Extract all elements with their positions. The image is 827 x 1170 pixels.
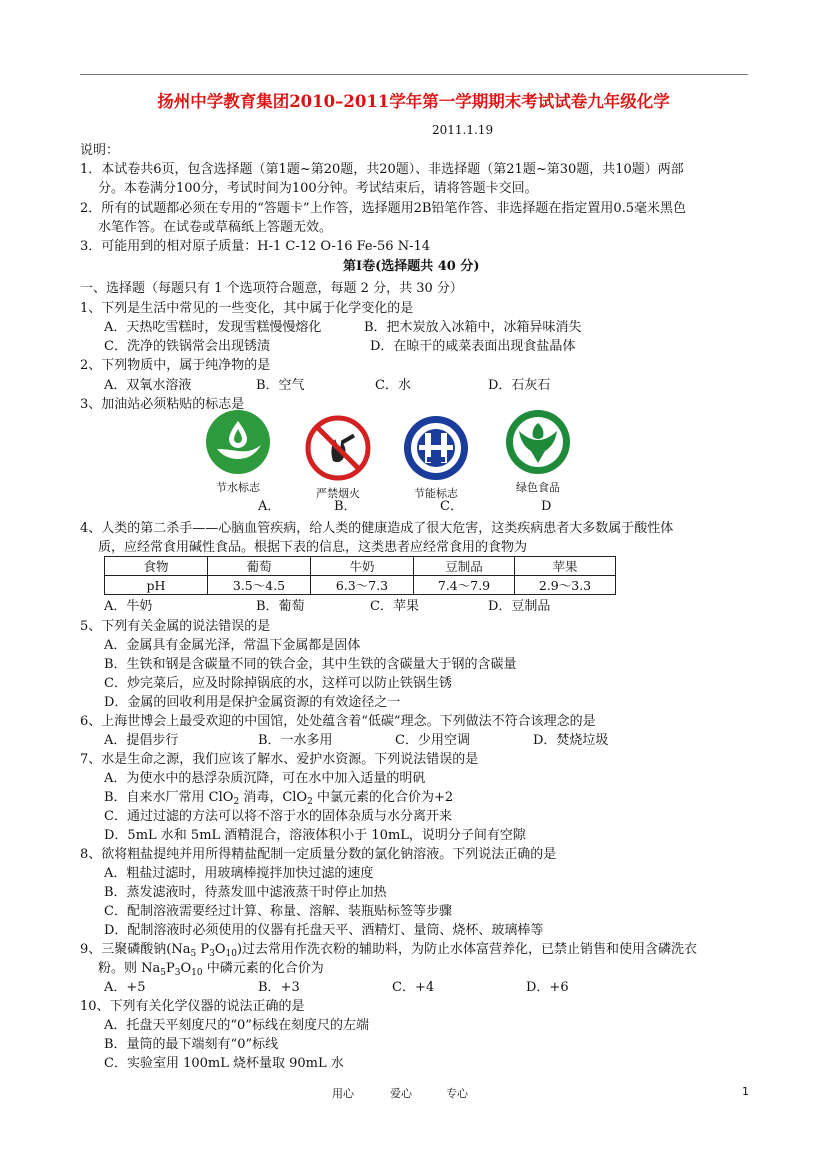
footer-word: 用心 — [332, 1087, 354, 1100]
q9-option-b: B．+3 — [258, 980, 300, 995]
q9-text: 中磷元素的化合价为 — [202, 961, 324, 976]
ph-table — [104, 556, 616, 595]
table-header-cell: 苹果 — [515, 557, 616, 576]
q7-option-a: A．为使水中的悬浮杂质沉降，可在水中加入适量的明矾 — [104, 771, 426, 786]
question-7-stem: 7、水是生命之源，我们应该了解水、爱护水资源。下列说法错误的是 — [80, 752, 479, 767]
question-2-stem: 2、下列物质中，属于纯净物的是 — [80, 358, 271, 373]
q9-subscript: 10 — [225, 949, 237, 959]
q6-option-d: D．焚烧垃圾 — [533, 733, 609, 748]
q1-option-a: A．天热吃雪糕时，发现雪糕慢慢熔化 — [104, 320, 322, 335]
q5-option-a: A．金属具有金属光泽，常温下金属都是固体 — [104, 638, 361, 653]
question-1-stem: 1、下列是生活中常见的一些变化，其中属于化学变化的是 — [80, 301, 414, 316]
question-10-stem: 10、下列有关化学仪器的说法正确的是 — [80, 999, 305, 1014]
q7-option-c: C．通过过滤的方法可以将不溶于水的固体杂质与水分离开来 — [104, 809, 452, 824]
green-food-icon — [505, 409, 571, 475]
q9-text: O — [214, 942, 226, 957]
footer-word: 爱心 — [390, 1087, 412, 1100]
q3-logo-b-caption: 严禁烟火 — [316, 487, 360, 500]
question-9-stem — [80, 940, 697, 959]
question-4-stem-cont: 质，应经常食用碱性食品。根据下表的信息，这类患者应经常食用的食物为 — [98, 540, 528, 555]
table-header-row — [105, 557, 616, 576]
q7-b-subscript: 2 — [233, 797, 240, 807]
q3-logo-b — [302, 415, 374, 501]
q1-option-d: D．在晾干的咸菜表面出现食盐晶体 — [370, 339, 576, 354]
exam-date: 2011.1.19 — [432, 123, 494, 137]
table-cell: 2.9～3.3 — [515, 576, 616, 595]
table-cell: 3.5～4.5 — [208, 576, 311, 595]
q7-option-b — [104, 788, 453, 807]
q3-logo-a — [202, 409, 274, 495]
section-title: 第Ⅰ卷(选择题共 40 分) — [343, 259, 480, 274]
q10-option-a: A．托盘天平刻度尺的“0”标线在刻度尺的左端 — [104, 1018, 369, 1033]
question-4-stem: 4、人类的第二杀手——心脑血管疾病，给人类的健康造成了很大危害，这类疾病患者大多数属于酸性体 — [80, 521, 674, 536]
q3-logo-a-caption: 节水标志 — [216, 481, 260, 494]
q3-letter-c: C． — [440, 499, 463, 514]
note-line: 1．本试卷共6页，包含选择题（第1题~第20题，共20题）、非选择题（第21题~第30题，共10题）两部 — [80, 162, 684, 177]
q2-option-d: D．石灰石 — [488, 378, 551, 393]
note-line: 分。本卷满分100分，考试时间为100分钟。考试结束后，请将答题卡交回。 — [98, 181, 538, 196]
table-header-cell: 豆制品 — [414, 557, 515, 576]
q1-option-c: C．洗净的铁锅常会出现锈渍 — [104, 339, 270, 354]
q9-text: P — [196, 942, 210, 957]
q9-text: 粉。则 Na — [98, 961, 161, 976]
notes-heading: 说明： — [80, 143, 120, 158]
q9-subscript: 3 — [209, 949, 215, 959]
page-title: 扬州中学教育集团2010–2011学年第一学期期末考试试卷九年级化学 — [157, 92, 670, 111]
q7-b-text: B．自来水厂常用 ClO — [104, 790, 234, 805]
section-intro: 一、选择题（每题只有 1 个选项符合题意，每题 2 分，共 30 分） — [80, 281, 463, 296]
question-6-stem: 6、上海世博会上最受欢迎的中国馆，处处蕴含着“低碳”理念。下列做法不符合该理念的是 — [80, 714, 596, 729]
q4-option-d: D．豆制品 — [488, 599, 551, 614]
q4-option-c: C．苹果 — [370, 599, 419, 614]
q7-option-d: D．5mL 水和 5mL 酒精混合，溶液体积小于 10mL，说明分子间有空隙 — [104, 828, 526, 843]
q9-option-c: C．+4 — [392, 980, 435, 995]
note-line: 水笔作答。在试卷或草稿纸上答题无效。 — [98, 220, 333, 235]
q6-option-b: B．一水多用 — [258, 733, 333, 748]
q2-option-a: A．双氧水溶液 — [104, 378, 192, 393]
question-5-stem: 5、下列有关金属的说法错误的是 — [80, 619, 271, 634]
question-9-stem-cont — [98, 959, 324, 978]
q9-text: O — [180, 961, 192, 976]
q9-text: )过去常用作洗衣粉的辅助料，为防止水体富营养化，已禁止销售和使用含磷洗衣 — [236, 942, 698, 957]
table-row — [105, 576, 616, 595]
table-cell: pH — [105, 576, 208, 595]
q3-logo-d-caption: 绿色食品 — [516, 481, 560, 494]
q3-letter-b: B． — [334, 499, 357, 514]
q7-b-text: 消毒，ClO — [239, 790, 308, 805]
q10-option-c: C．实验室用 100mL 烧杯量取 90mL 水 — [104, 1056, 344, 1071]
q9-text: P — [166, 961, 175, 976]
q2-option-b: B．空气 — [256, 378, 305, 393]
q3-letter-d: D — [541, 499, 552, 514]
note-line: 3．可能用到的相对原子质量：H-1 C-12 O-16 Fe-56 N-14 — [80, 239, 430, 254]
q9-option-d: D．+6 — [526, 980, 569, 995]
water-saving-icon — [205, 409, 271, 475]
page-number: 1 — [742, 1085, 749, 1098]
table-header-cell: 食物 — [105, 557, 208, 576]
q8-option-a: A．粗盐过滤时，用玻璃棒搅拌加快过滤的速度 — [104, 866, 374, 881]
q2-option-c: C．水 — [375, 378, 411, 393]
footer-word: 专心 — [446, 1087, 468, 1100]
table-header-cell: 牛奶 — [311, 557, 414, 576]
energy-saving-icon — [403, 415, 469, 481]
no-fire-icon — [305, 415, 371, 481]
q7-b-subscript: 2 — [307, 797, 313, 807]
table-cell: 6.3～7.3 — [311, 576, 414, 595]
note-line: 2．所有的试题都必须在专用的“答题卡”上作答，选择题用2B铅笔作答、非选择题在指定置用0.5毫米黑色 — [80, 201, 687, 216]
q8-option-d: D．配制溶液时必须使用的仪器有托盘天平、酒精灯、量筒、烧杯、玻璃棒等 — [104, 923, 544, 938]
q4-option-b: B．葡萄 — [256, 599, 305, 614]
q3-logo-c — [400, 415, 472, 501]
q9-subscript: 3 — [174, 968, 181, 978]
q9-option-a: A．+5 — [104, 980, 146, 995]
q5-option-c: C．炒完菜后，应及时除掉锅底的水，这样可以防止铁锅生锈 — [104, 676, 452, 691]
q1-option-b: B．把木炭放入冰箱中，冰箱异味消失 — [364, 320, 582, 335]
q3-logo-d — [502, 409, 574, 495]
question-3-stem: 3、加油站必须粘贴的标志是 — [80, 397, 245, 412]
q9-subscript: 5 — [190, 949, 197, 959]
q6-option-a: A．提倡步行 — [104, 733, 179, 748]
q7-b-text: 中氯元素的化合价为+2 — [312, 790, 454, 805]
table-cell: 7.4～7.9 — [414, 576, 515, 595]
q6-option-c: C．少用空调 — [395, 733, 470, 748]
q9-subscript: 5 — [160, 968, 166, 978]
q5-option-b: B．生铁和钢是含碳量不同的铁合金，其中生铁的含碳量大于钢的含碳量 — [104, 657, 517, 672]
q8-option-c: C．配制溶液需要经过计算、称量、溶解、装瓶贴标签等步骤 — [104, 904, 452, 919]
q4-option-a: A．牛奶 — [104, 599, 153, 614]
q3-logo-c-caption: 节能标志 — [414, 487, 458, 500]
q3-letter-a: A． — [258, 499, 281, 514]
question-8-stem: 8、欲将粗盐提纯并用所得精盐配制一定质量分数的氯化钠溶液。下列说法正确的是 — [80, 847, 557, 862]
header-rule — [80, 74, 748, 75]
table-header-cell: 葡萄 — [208, 557, 311, 576]
q9-text: 9、三聚磷酸钠(Na — [80, 942, 191, 957]
q5-option-d: D．金属的回收利用是保护金属资源的有效途径之一 — [104, 695, 401, 710]
q8-option-b: B．蒸发滤液时，待蒸发皿中滤液蒸干时停止加热 — [104, 885, 387, 900]
q9-subscript: 10 — [191, 968, 203, 978]
q10-option-b: B．量筒的最下端刻有“0”标线 — [104, 1037, 279, 1052]
